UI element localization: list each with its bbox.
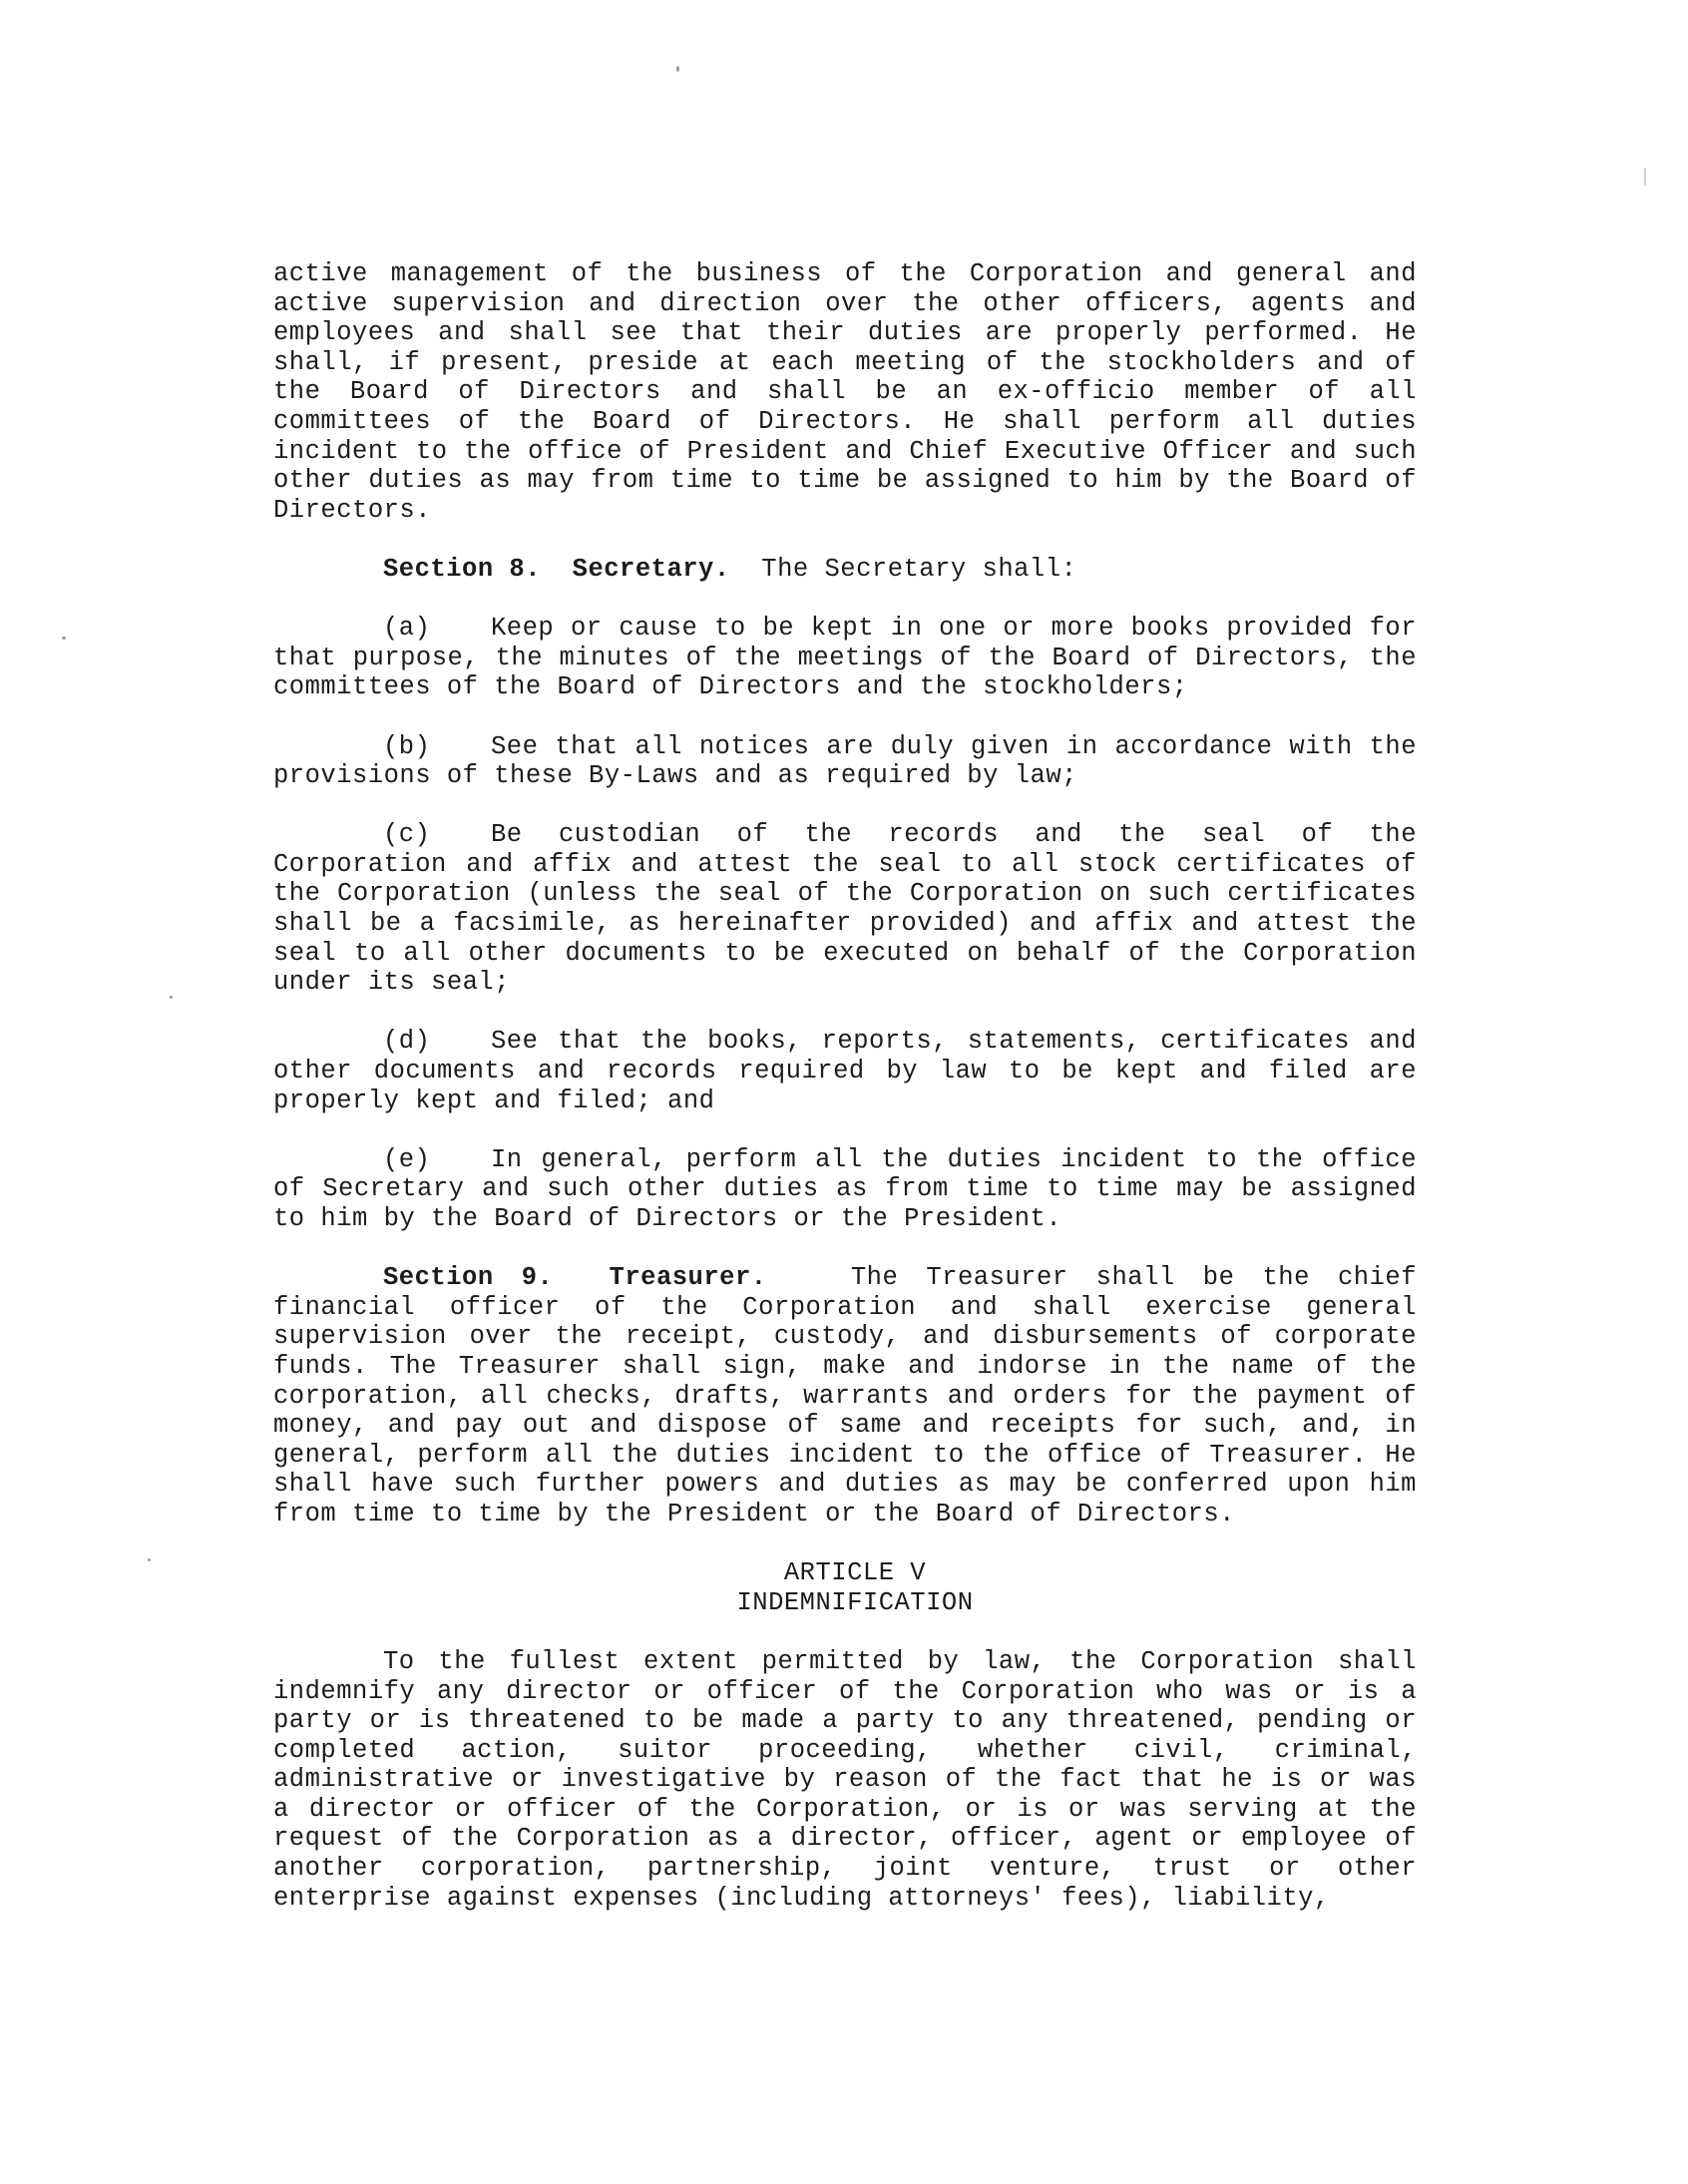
section-8-item-a bbox=[273, 614, 1417, 702]
item-text: Be custodian of the records and the seal of the Corporation and affix and attest the seal to all stock certificates of the Corporation (unless the seal of the Corporation on such certificates shall be a facsimile, as hereinafter provided) and affix and attest the seal to all other documents to be executed on behalf of the Corporation under its seal; bbox=[273, 820, 1417, 998]
scan-speck bbox=[1644, 168, 1646, 186]
section-8-number: Section 8. bbox=[383, 554, 542, 584]
intro-paragraph: active management of the business of the Corporation and general and active supervision and direction over the other officers, agents and employees and shall see that their duties are properly performed. He shall, if present, preside at each meeting of the stockholders and of the Board of Directors and shall be an ex-officio member of all committees of the Board of Directors. He shall perform all duties incident to the office of President and Chief Executive Officer and such other duties as may from time to time be assigned to him by the Board of Directors. bbox=[273, 259, 1417, 525]
item-text: Keep or cause to be kept in one or more books provided for that purpose, the minutes of the meetings of the Board of Directors, the committees of the Board of Directors and the stockholders; bbox=[273, 614, 1417, 702]
section-9-paragraph bbox=[273, 1263, 1417, 1529]
scan-speck bbox=[62, 637, 66, 640]
section-9-number: Section 9. bbox=[383, 1263, 554, 1293]
article-5-heading bbox=[273, 1558, 1417, 1617]
item-text: In general, perform all the duties incident to the office of Secretary and such other duties as from time to time may be assigned to him by the Board of Directors or the President. bbox=[273, 1144, 1417, 1233]
item-text: See that the books, reports, statements, certificates and other documents and records required by law to be kept and filed are properly kept and filed; and bbox=[273, 1027, 1417, 1115]
item-label: (e) bbox=[383, 1144, 431, 1174]
item-text: See that all notices are duly given in accordance with the provisions of these By-Laws and as required by law; bbox=[273, 731, 1417, 791]
item-label: (a) bbox=[383, 614, 431, 644]
section-8-item-d bbox=[273, 1027, 1417, 1115]
article-number: ARTICLE V bbox=[783, 1558, 927, 1588]
section-9-title: Treasurer. bbox=[609, 1263, 767, 1293]
scan-speck bbox=[170, 996, 173, 999]
section-8-heading bbox=[273, 555, 1417, 585]
section-8-item-b bbox=[273, 732, 1417, 791]
scan-speck bbox=[676, 66, 679, 72]
item-label: (c) bbox=[383, 820, 431, 850]
section-8-item-c bbox=[273, 820, 1417, 998]
article-5-paragraph: To the fullest extent permitted by law, the Corporation shall indemnify any director or officer of the Corporation who was or is a party or is threatened to be made a party to any threatened, pending or completed action, suitor proceeding, whether civil, criminal, administrative or investigative by reason of the fact that he is or was a director or officer of the Corporation, or is or was serving at the request of the Corporation as a director, officer, agent or employee of another corporation, partnership, joint venture, trust or other enterprise against expenses (including attorneys' fees), liability, bbox=[273, 1646, 1417, 1913]
section-8-intro: The Secretary shall: bbox=[761, 554, 1077, 584]
item-label: (d) bbox=[383, 1027, 431, 1057]
article-title: INDEMNIFICATION bbox=[736, 1587, 974, 1617]
scan-speck bbox=[148, 1558, 151, 1561]
section-9-text: The Treasurer shall be the chief financial officer of the Corporation and shall exercise general supervision over the receipt, custody, and disbursements of corporate funds. The Treasurer shall sign, make and indorse in the name of the corporation, all checks, drafts, warrants and orders for the payment of money, and pay out and dispose of same and receipts for such, and, in general, perform all the duties incident to the office of Treasurer. He shall have such further powers and duties as may be conferred upon him from time to time by the President or the Board of Directors. bbox=[273, 1263, 1418, 1529]
item-label: (b) bbox=[383, 731, 431, 761]
section-8-item-e bbox=[273, 1145, 1417, 1234]
section-8-title: Secretary. bbox=[572, 554, 730, 584]
document-body bbox=[273, 259, 1417, 1943]
